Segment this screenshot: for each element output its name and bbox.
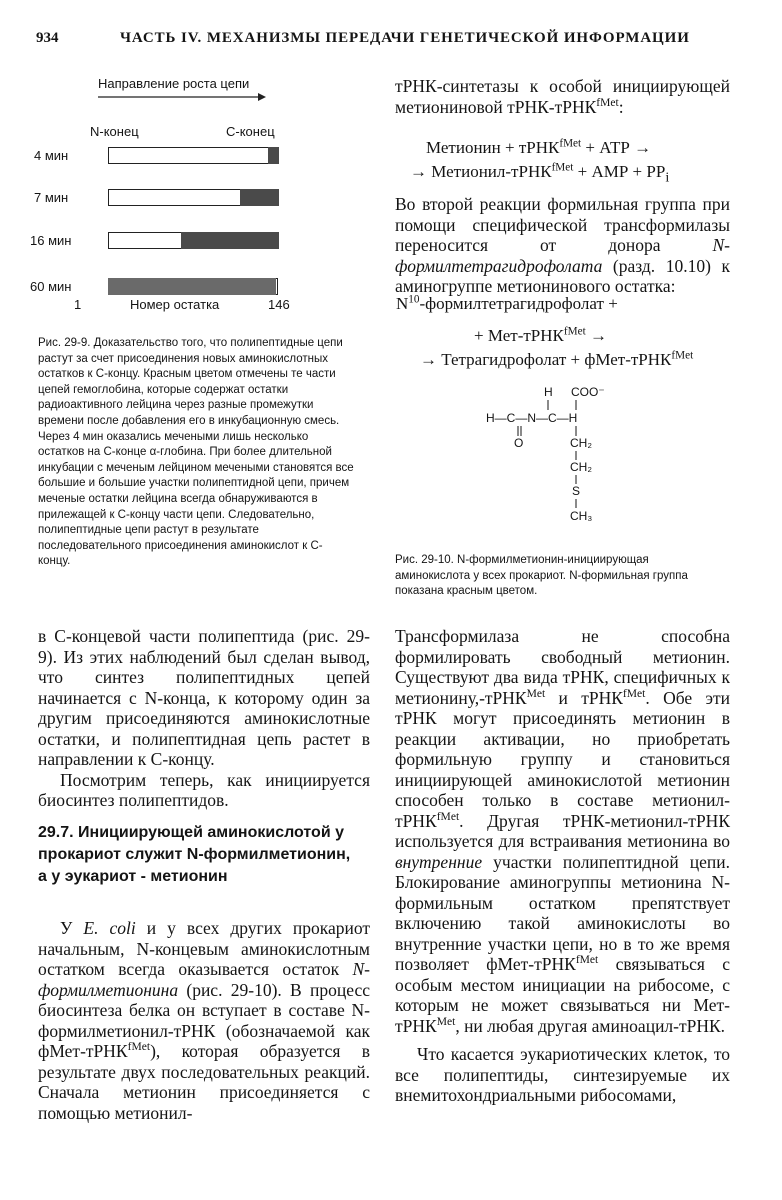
left-text-block-2: [38, 918, 370, 1123]
figure-29-9: [30, 70, 370, 330]
paragraph: У E. coli и у всех других прокариот начальным, N-концевым аминокислотным остатком всегда оказывается остаток N-формилметионина (рис. 29-10). В процесс биосинтеза белка он вступает в составе N-формилметионил-тРНК (обозначаемой как фМет-тРНК$^{fMet}$), которая образуется в результате двух последовательных реакций. Сначала метионин присоединяется с помощью метионил-: [38, 918, 371, 1123]
equation-line-5: → Тетрагидрофолат + фМет-тРНК$^{fMet}$: [420, 349, 694, 369]
section-heading: 29.7. Инициирующей аминокислотой у прокариот служит N-формилметионин, а у эукариот - метионин: [38, 824, 351, 885]
axis-end: 146: [268, 297, 290, 312]
svg-text:CH₃: CH₃: [570, 509, 593, 523]
labeled-segment: [240, 189, 279, 206]
labeled-segment: [181, 232, 278, 249]
page-number: 934: [36, 30, 59, 46]
chain-bar-16min: [108, 232, 278, 249]
axis-label: Номер остатка: [130, 297, 220, 312]
paragraph: в С-концевой части полипептида (рис. 29-9). Из этих наблюдений был сделан вывод, что синтез полипептидных цепей начинается с N-конца, к которому один за другим присоединяются аминокислотные остатки, и полипептидная цепь растет в направлении к С-концу.: [38, 626, 370, 769]
right-paragraph-2: Во второй реакции формильная группа при помощи специфической трансформилазы переносится от донора N-формилтетрагидрофолата (разд. 10.10) к аминогруппе метионинового остатка:: [395, 194, 730, 296]
time-label-4: 4 мин: [34, 148, 69, 163]
axis-start: 1: [74, 297, 82, 312]
left-text-block-1: [38, 626, 370, 811]
svg-text:CH₂: CH₂: [570, 436, 592, 450]
fmet-structure: [470, 380, 650, 530]
n-end-label: N-конец: [90, 124, 139, 139]
right-text-block: [395, 626, 730, 1106]
svg-text:O: O: [514, 436, 524, 450]
paragraph: Посмотрим теперь, как инициируется биосинтез полипептидов.: [38, 769, 370, 810]
c-end-label: С-конец: [226, 124, 275, 139]
svg-text:CH₂: CH₂: [570, 460, 592, 474]
paragraph: Что касается эукариотических клеток, то все полипептиды, синтезируемые их внемитохондриальными рибосомами,: [395, 1044, 730, 1105]
svg-text:H: H: [544, 385, 553, 399]
svg-text:COO⁻: COO⁻: [571, 385, 605, 399]
chain-bar-4min: [108, 147, 278, 164]
svg-text:H—C—N—C—H: H—C—N—C—H: [486, 411, 578, 425]
equation-line-4: + Мет-тРНК$^{fMet}$ →: [474, 325, 607, 345]
running-title: ЧАСТЬ IV. МЕХАНИЗМЫ ПЕРЕДАЧИ ГЕНЕТИЧЕСКОЙ ИНФОРМАЦИИ: [120, 30, 690, 46]
direction-label: Направление роста цепи: [98, 76, 250, 91]
time-label-60: 60 мин: [30, 279, 72, 294]
equation-line-1: Метионин + тРНК$^{fMet}$ + АТР →: [426, 137, 652, 157]
paragraph: Трансформилаза не способна формилировать свободный метионин. Существуют два вида тРНК, специфичных к метионину,-тРНК$^{Met}$ и тРНК$^{fMet}$. Обе эти тРНК могут присоединять метионин в реакции активации, но приобретать формильную группу и становиться инициирующей аминокислотой метионин способен только в составе метионил-тРНК$^{fMet}$. Другая тРНК-метионил-тРНК используется для встраивания метионина во внутренние участки полипептидной цепи. Блокирование аминогруппы метионина N-формильным остатком препятствует включению такой аминокислоты во внутренние участки цепи, но в то же время позволяет фМет-тРНК$^{fMet}$ связываться с особым местом инициации на рибосоме, с которым не может связываться ни Мет-тРНК$^{Met}$, ни любая другая аминоацил-тРНК.: [395, 626, 731, 1036]
equation-line-3: $N^{10}$-формилтетрагидрофолат +: [396, 293, 618, 313]
page-header: [36, 30, 751, 52]
time-label-7: 7 мин: [34, 190, 69, 205]
chain-bar-7min: [108, 189, 278, 206]
svg-text:S: S: [572, 484, 581, 498]
figure-29-10-caption: Рис. 29-10. N-формилметионин-инициирующая аминокислота у всех прокариот. N-формильная группа показана красным цветом.: [395, 554, 688, 598]
figure-29-9-caption: Рис. 29-9. Доказательство того, что полипептидные цепи растут за счет присоединения новых аминокислотных остатков к С-концу. Красным цветом отмечены те части цепей гемоглобина, которые содержат остатки радиоактивного лейцина через разные промежутки времени после добавления его в инкубационную смесь. Через 4 мин оказались мечеными лишь несколько остатков на С-конце α-глобина. При более длительной инкубации с меченым лейцином мечеными становятся все большие и большие участки полипептидной цепи, причем меченые остатки лейцина всегда обнаруживаются в прилежащей к С-концу части цепи. Следовательно, полипептидные цепи растут в результате последовательного присоединения аминокислот к С-концу.: [38, 337, 354, 568]
chain-bar-60min: [108, 278, 278, 295]
right-paragraph-1: тРНК-синтетазы к особой инициирующей метиониновой тРНК-тРНК$^{fMet}$:: [395, 76, 730, 117]
direction-arrow-icon: [98, 92, 266, 102]
labeled-segment: [268, 147, 278, 164]
labeled-segment: [108, 278, 276, 295]
time-label-16: 16 мин: [30, 233, 72, 248]
equation-line-2: → Метионил-тРНК$^{fMet}$ + АМР + $РР_i$: [410, 161, 670, 186]
